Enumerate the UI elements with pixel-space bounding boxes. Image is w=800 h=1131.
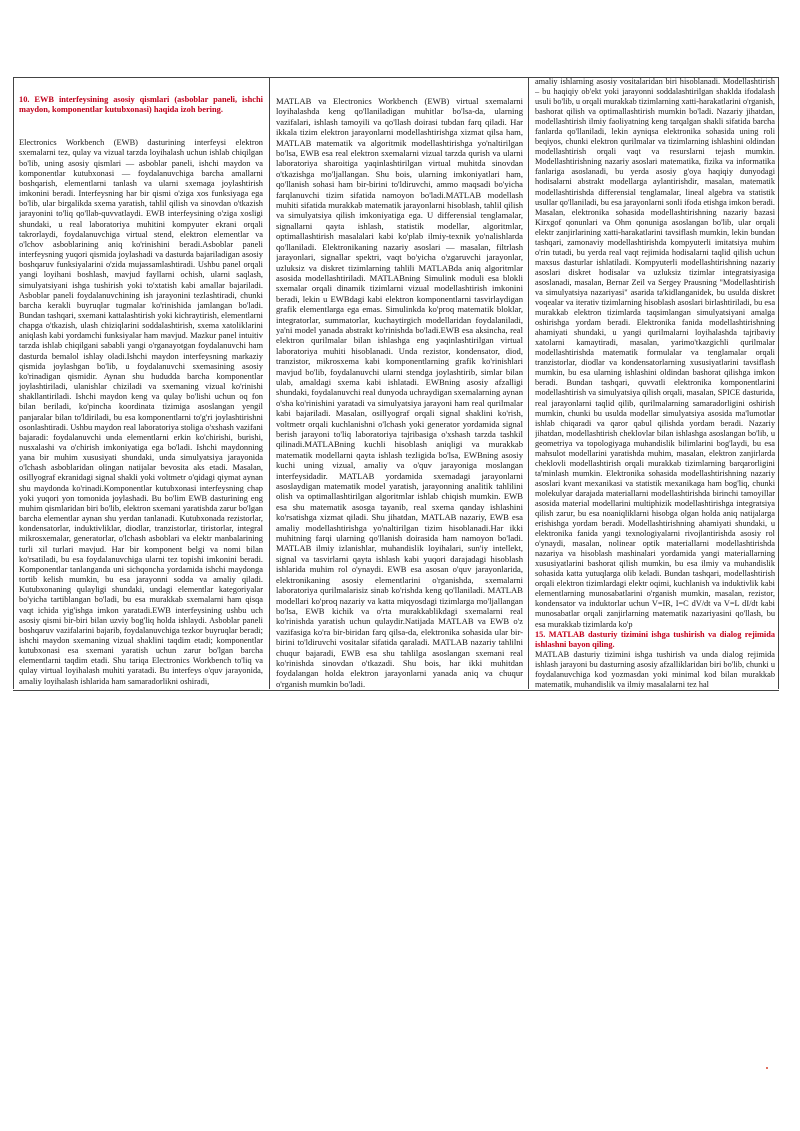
section-heading-10: 10. EWB interfeysining asosiy qismlari (asboblar paneli, ishchi maydon, komponentlar kutubxonasi) haqida izoh bering. <box>19 95 263 115</box>
section-body-15: MATLAB dasturiy tizimini ishga tushirish va unda dialog rejimida ishlash jarayoni bu dasturning asosiy afzalliklaridan biri bo'lib, chunki u foydalanuvchiga kod yozmasdan yoki minimal kod bilan murakkab matematik, muhandislik va ilmiy masalalarni tez hal <box>535 649 775 689</box>
column-middle <box>276 96 523 689</box>
column-right <box>535 77 775 689</box>
section-body-10: Electronics Workbench (EWB) dasturining interfeysi elektron sxemalarni tez, qulay va vizual tarzda loyihalash uchun ishlab chiqilgan bo'lib, uning asosiy qismlari — asboblar paneli, ishchi maydon va komponentlar kutubxonasi — foydalanuvchiga barcha amallarni boshqarish, elementlarni tanlash va ularni sxemaga joylashtirish imkonini beradi. Interfeysning har bir qismi o'ziga xos funksiyaga ega bo'lib, ular birgalikda sxema yaratish, tahlil qilish va sinovdan o'tkazish jarayonini to'liq qo'llab-quvvatlaydi. EWB interfeysining o'ziga xosligi shundaki, u real laboratoriya muhitini kompyuter ekrani orqali takrorlaydi, foydalanuvchiga virtual stend, elektron elementlar va o'lchov asboblarining aniq ko'rinishini beradi.Asboblar paneli interfeysning yuqori qismida joylashadi va dasturda bajariladigan asosiy boshqaruv funksiyalarini o'zida mujassamlashtiradi. Ushbu panel orqali yangi loyihani boshlash, mavjud fayllarni ochish, ularni saqlash, simulyatsiyani ishga tushirish yoki to'xtatish kabi amallar bajariladi. Asboblar paneli foydalanuvchining ish jarayonini tezlashtiradi, chunki barcha kerakli buyruqlar tugmalar ko'rinishida jamlangan bo'ladi. Bundan tashqari, sxemani kattalashtirish yoki kichraytirish, elementlarni chapga o'tkazish, ulash chiziqlarini soddalashtirish, sxema xatoliklarini aniqlash kabi yordamchi funksiyalar ham mavjud. Mazkur panel intuitiv tarzda ishlab chiqilgani sababli yangi o'rganayotgan foydalanuvchi ham dasturda bemalol ishlay oladi.Ishchi maydon interfeysning markaziy qismida joylashgan bo'lib, u foydalanuvchi sxemasining asosiy ko'rinadigan qismidir. Aynan shu hududda barcha komponentlar joylashtiriladi, ulanishlar chiziladi va sxemaning vizual ko'rinishi shakllantiriladi. Ishchi maydon keng va qulay bo'lishi uchun oq fon bilan beriladi, ko'pincha koordinata tizimiga asoslangan yengil panjaralar bilan to'ldiriladi, bu esa komponentlarni to'g'ri joylashtirishni osonlashtiradi. Ushbu maydon real laboratoriya stoliga o'xshash vazifani bajaradi: foydalanuvchi unda elementlarni erkin ko'chirishi, burishi, nusxalashi va o'chirish imkoniyatiga ega bo'ladi. Ishchi maydonning yana bir muhim xususiyati shundaki, unda simulyatsiya jarayonida o'lchash asboblaridan olingan natijalar bevosita aks etadi. Masalan, osillyograf ekranidagi signal shakli yoki voltmetr o'qidagi qiymat aynan shu maydonda ko'rinadi.Komponentlar kutubxonasi interfeysning chap yoki yuqori yon tomonida joylashadi. Bu bo'lim EWB dasturining eng muhim qismlaridan biri bo'lib, elektron sxemani yaratishda zarur bo'lgan barcha elementlar aynan shu yerdan tanlanadi. Kutubxonada rezistorlar, kondensatorlar, induktivliklar, diodlar, tranzistorlar, tiristorlar, integral mikrosxemalar, generatorlar, o'lchash asboblari va elektr manbalarining turli xil turlari mavjud. Har bir komponent belgi va nomi bilan ko'rsatiladi, bu esa foydalanuvchiga ularni tez topishi imkonini beradi. Komponentlar tanlanganda uni sichqoncha yordamida ishchi maydonga tortib kelish mumkin, bu esa jarayonni sodda va amaliy qiladi. Kutubxonaning qulayligi shundaki, undagi elementlar kategoriyalar bo'yicha tartiblangan bo'ladi, bu esa murakkab sxemalarni ham qisqa vaqt ichida yig'ishga imkon yaratadi.EWB interfeysining ushbu uch asosiy qismi bir-biri bilan uzviy bog'liq holda ishlaydi. Asboblar paneli boshqaruv vazifalarini bajarib, foydalanuvchiga tezkor buyruqlar beradi; ishchi maydon sxemaning vizual shaklini taqdim etadi; komponentlar kutubxonasi esa sxemani yaratish uchun zarur bo'lgan barcha elementlarni taqdim etadi. Shu tariqa Electronics Workbench to'liq va qulay virtual loyihalash muhiti yaratadi. Bu interfeys o'quv jarayonida, amaliy loyihalash ishlarida ham samaradorlikni oshiradi, <box>19 138 263 686</box>
section-heading-15: 15. MATLAB dasturiy tizimini ishga tushirish va dialog rejimida ishlashni bayon qiling. <box>535 629 775 649</box>
column-divider-1 <box>13 77 14 689</box>
column-divider-4 <box>778 77 779 689</box>
section-body-modeling: amaliy ishlarning asosiy vositalaridan biri hisoblanadi. Modellashtirish – bu haqiqiy ob'ekt yoki jarayonni soddalashtirilgan shaklda ifodalash usuli bo'lib, u orqali murakkab tizimlarning xatti-harakatlarini o'rganish, bashorat qilish va optimallashtirish mumkin bo'ladi. Nazariy jihatdan, modellashtirish ilmiy faoliyatning keng tarqalgan shakli sifatida barcha fanlarda qo'llaniladi, lekin ayniqsa elektronika sohasida uning roli beqiyos, chunki elektron qurilmalar va tizimlarning ishlashini oldindan modellashtirish orqali vaqt va resurslarni tejash mumkin. Modellashtirishning nazariy asoslari matematika, fizika va informatika fanlariga asoslanadi, bu yerda asosiy g'oya haqiqiy dunyodagi hodisalarni abstrakt modellarga aylantirishdir, masalan, matematik modellashtirishda differensial tenglamalar, lineal algebra va statistik usullar qo'llaniladi, bu esa jarayonlarni sonli ifoda etishga imkon beradi. Masalan, elektronika sohasida modellashtirishning nazariy bazasi Kirxgof qonunlari va Ohm qonuniga asoslangan bo'lib, ular orqali elektr zanjirlarining xatti-harakatlarini tavsiflash mumkin, lekin bundan tashqari, zamonaviy modellashtirishda kompyuterli imitatsiya muhim o'rin tutadi, bu yerda real vaqt rejimida hodisalarni taqlid qilish uchun maxsus dasturlar ishlatiladi. Kompyuterli modellashtirishning nazariy asoslari diskret hodisalar va uzluksiz tizimlar integratsiyasiga asoslanadi, masalan, Bernar Zeil va Sergey Prausning "Modellashtirish va simulyatsiya nazariyasi" asarida ta'kidlanganidek, bu usulda diskret voqealar va iterativ tizimlarning hisoblash asoslari birlashtiriladi, bu esa murakkab elektron tizimlarda taqsimlangan simulyatsiyani amalga oshirishga yordam beradi. Elektronika fanida modellashtirishning ahamiyati shundaki, u yangi qurilmalarni loyihalashda tajribaviy xatolarni kamaytiradi, masalan, yarimo'tkazgichli qurilmalar modellashtirishda matematik formulalar va tenglamalar orqali tranzistorlar, diodlar va kondensatorlarning xususiyatlarini tavsiflash mumkin, bu esa ularning ishlashini oldindan bashorat qilishga imkon beradi. Bundan tashqari, quvvatli elektronika komponentlarini modellashtirish va simulyatsiya qilish orqali, masalan, SPICE dasturida, real jarayonlarni taqlid qilib, qurilmalarning samaradorligini oshirish mumkin, chunki bu usulda modellar simulyatsiya asosida ma'lumotlar ishlab chiqaradi va qaror qabul qilishda yordam beradi. Nazariy jihatdan, modellashtirish cheklovlar bilan ishlashga asoslangan bo'lib, u geometriya va topologiyaga muhandislik bilimlarini bog'laydi, bu esa mahsulot modellarini yaratishda muhim, masalan, elektron zanjirlarda cheklovli modellashtirish orqali murakkab tizimlarning barqarorligini ta'minlash mumkin. Elektronika sohasida modellashtirishning nazariy asoslari kvant mexanikasi va statistik mexanikaga ham bog'liq, chunki molekulyar darajada materiallarni modellashtirishda birinchi tamoyillar asosida material modellarini multiphizik modellashtirishga integratsiya qilish zarur, bu esa noaniqliklarni hisobga olgan holda aniq natijalarga erishishga yordam beradi. Modellashtirishning ahamiyati shundaki, u elektronika fanida yangi texnologiyalarni rivojlantirishda asosiy rol o'ynaydi, masalan, nolinear optik materiallarni modellashtirishda nazariya va hisoblash mashinalari yordamida yangi materiallarning xususiyatlarini bashorat qilish mumkin, bu esa ilmiy va muhandislik sohasida katta yutuqlarga olib keladi. Bundan tashqari, modellashtirish orqali elektron tizimlardagi elektr oqimi, kuchlanish va induktivlik kabi elementlarning munosabatlarini o'rganish mumkin, masalan, rezistor, kondensator va induktorlar uchun V=IR, I=C dV/dt va V=L dI/dt kabi munosabatlar orqali zanjirlarning matematik nazariyasini qo'llash, bu esa murakkab tizimlarda ko'p <box>535 77 775 629</box>
column-divider-3 <box>528 77 529 689</box>
column-left <box>19 95 263 689</box>
stray-mark <box>766 1067 768 1069</box>
section-body-matlab-ewb: MATLAB va Electronics Workbench (EWB) virtual sxemalarni loyihalashda keng qo'llaniladigan muhitlar bo'lsa-da, ularning vazifalari, ishlash tamoyili va qo'llash doirasi tubdan farq qiladi. Har ikkala tizim elektron jarayonlarni modellashtirishga xizmat qilsa ham, MATLAB matematik va algoritmik modellashtirishga yo'naltirilgan bo'lsa, EWB esa real elektron sxemalarni vizual tarzda qurish va ularni laboratoriya sharoitiga yaqinlashtirilgan virtual muhitda sinovdan o'tkazishga mo'ljallangan. Shu bois, ularning imkoniyatlari ham, qo'llanish sohasi ham bir-birini to'ldiruvchi, ammo maqsadi bo'yicha farqlanuvchi tizim sifatida namoyon bo'ladi.MATLAB modellash muhiti sifatida murakkab matematik jarayonlarni hisoblash, tahlil qilish va simulyatsiya qilish imkoniyatiga ega. U differensial tenglamalar, signallarni qayta ishlash, statistik modellar, algoritmlar, optimallashtirish masalalari kabi ko'plab ilmiy-texnik yo'nalishlarda qo'llaniladi. Elektronikaning nazariy asoslari — masalan, filtrlash jarayonlari, signallar spektri, vaqt bo'yicha o'zgaruvchi jarayonlar, uzluksiz va diskret tizimlarning tahlili MATLABda aniq algoritmlar asosida modellashtiriladi. MATLABning Simulink moduli esa blokli sxemalar orqali dinamik tizimlarni vizual modellashtirish imkonini beradi, lekin u EWBdagi kabi elektron komponentlarni tasvirlaydigan grafik elementlarga ega emas. Simulinkda ko'proq matematik bloklar, integratorlar, summatorlar, kuchaytirgich modellaridan foydalaniladi, ya'ni model yanada abstrakt ko'rinishda bo'ladi.EWB esa aksincha, real elektron qurilmalar bilan ishlashga eng yaqinlashtirilgan virtual laboratoriya muhiti hisoblanadi. Unda rezistor, kondensator, diod, tranzistor, mikrosxema kabi komponentlarning grafik ko'rinishlari mavjud bo'lib, foydalanuvchi ularni stendga joylashtirib, simlar bilan ulab, amaldagi sxema kabi ishlatadi. EWBning asosiy afzalligi shundaki, foydalanuvchi real dunyoda uchraydigan sxemalarning aynan o'sha ko'rinishini yaratadi va simulyatsiya jarayoni ham real qurilmalar kabi bajariladi. Masalan, osillyograf orqali signal shaklini ko'rish, voltmetr orqali kuchlanishni o'lchash yoki generator yordamida signal berish jarayoni to'liq laboratoriya tajribasiga o'xshash tarzda tashkil qilinadi.MATLABning kuchli hisoblash aniqligi va murakkab matematik modellarni qayta ishlash tezligida bo'lsa, EWBning asosiy kuchi uning vizual, amaliy va o'quv jarayoniga moslangan interfeysidadir. MATLAB yordamida sxemadagi jarayonlarni asoslaydigan matematik model yaratish, jarayonning analitik tahlilini olish va optimallashtirilgan algoritmlar ishlab chiqish mumkin. EWB esa shu matematik asosga tayanib, real sxema qanday ishlashini ko'rsatishga xizmat qiladi. Shu jihatdan, MATLAB nazariy, EWB esa amaliy modellashtirishga yo'naltirilgan tizim hisoblanadi.Har ikki muhitning farqi ularning qo'llanish doirasida ham namoyon bo'ladi. MATLAB ilmiy izlanishlar, muhandislik loyihalari, sun'iy intellekt, signal va tasvirlarni qayta ishlash kabi yuqori darajadagi hisoblash ishlarida muhim rol o'ynaydi. EWB esa asosan o'quv jarayonlarida, elektronikaning asosiy elementlarini o'rganishda, sxemalarni laboratoriya qurilmalarisiz sinab ko'rishda keng qo'llaniladi. MATLAB modellari ko'proq nazariy va katta miqyosdagi tizimlarga mo'ljallangan bo'lsa, EWB kichik va o'rta murakkablikdagi sxemalarni real ko'rinishda yaratish uchun qulaydir.Natijada MATLAB va EWB o'z vazifasiga ko'ra bir-biridan farq qilsa-da, elektronika sohasida ular bir-birini to'ldiruvchi vositalar sifatida qaraladi. MATLAB nazariy tahlilni chuqur bajaradi, EWB esa shu tahlilga asoslangan sxemani real ko'rinishda sinovdan o'tkazadi. Shu bois, har ikki muhitdan foydalangan holda elektron jarayonlarni yanada aniq va chuqur o'rganish mumkin bo'ladi. <box>276 96 523 689</box>
column-divider-2 <box>269 77 270 689</box>
